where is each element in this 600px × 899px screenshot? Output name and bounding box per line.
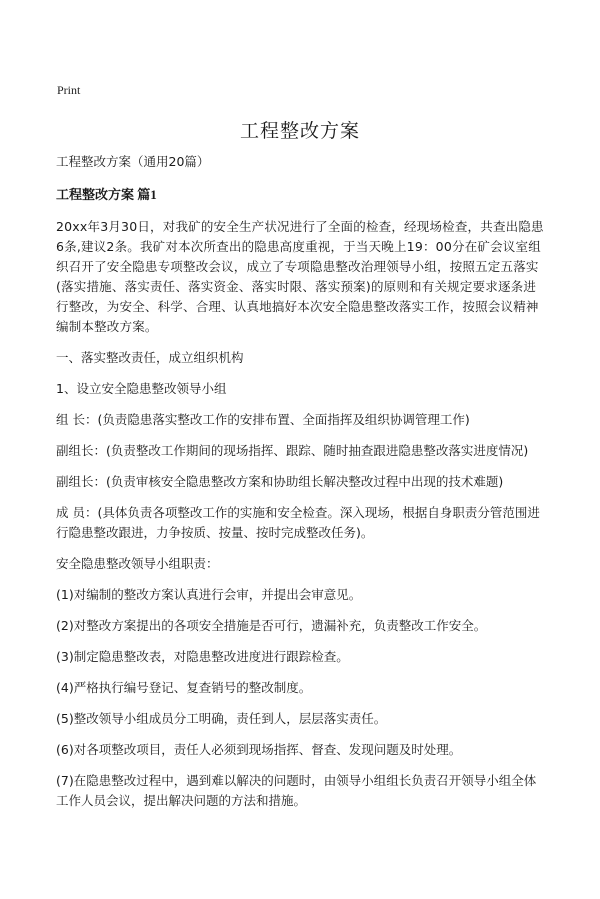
paragraph-members: 成 员：(具体负责各项整改工作的实施和安全检查。深入现场，根据自身职责分管范围进行隐患整改跟进，力争按质、按量、按时完成整改任务)。 [56, 505, 540, 540]
section-heading: 工程整改方案 篇1 [56, 187, 157, 202]
paragraph-team-leader: 组 长：(负责隐患落实整改工作的安排布置、全面指挥及组织协调管理工作) [56, 412, 470, 427]
paragraph-heading-1: 一、落实整改责任，成立组织机构 [56, 350, 244, 365]
list-item: (3)制定隐患整改表，对隐患整改进度进行跟踪检查。 [56, 649, 349, 664]
list-item: (7)在隐患整改过程中，遇到难以解决的问题时，由领导小组组长负责召开领导小组全体工作人员会议，提出解决问题的方法和措施。 [56, 773, 537, 808]
paragraph-deputy-leader-1: 副组长：(负责整改工作期间的现场指挥、跟踪、随时抽查跟进隐患整改落实进度情况) [56, 443, 529, 458]
list-item: (1)对编制的整改方案认真进行会审，并提出会审意见。 [56, 587, 362, 602]
document-subtitle: 工程整改方案（通用20篇） [56, 154, 210, 169]
document-title: 工程整改方案 [239, 120, 360, 142]
list-item: (5)整改领导小组成员分工明确，责任到人，层层落实责任。 [56, 711, 387, 726]
list-item: (2)对整改方案提出的各项安全措施是否可行，遗漏补充，负责整改工作安全。 [56, 618, 487, 633]
paragraph-subheading-1: 1、设立安全隐患整改领导小组 [56, 381, 227, 396]
list-item: (6)对各项整改项目，责任人必须到现场指挥、督查、发现问题及时处理。 [56, 742, 462, 757]
paragraph-deputy-leader-2: 副组长：(负责审核安全隐患整改方案和协助组长解决整改过程中出现的技术难题) [56, 474, 504, 489]
list-item: (4)严格执行编号登记、复查销号的整改制度。 [56, 680, 312, 695]
document-body [56, 152, 548, 822]
paragraph-intro: 20xx年3月30日，对我矿的安全生产状况进行了全面的检查，经现场检查，共查出隐患6条,建议2条。我矿对本次所查出的隐患高度重视，于当天晚上19：00分在矿会议室组织召开了安全隐患专项整改会议，成立了专项隐患整改治理领导小组，按照五定五落实(落实措施、落实责任、落实资金、落实时限、落实预案)的原则和有关规定要求逐条进行整改，为安全、科学、合理、认真地搞好本次安全隐患整改落实工作，按照会议精神编制本整改方案。 [56, 219, 544, 334]
print-link[interactable]: Print [57, 83, 81, 97]
paragraph-duties-title: 安全隐患整改领导小组职责： [56, 556, 219, 571]
